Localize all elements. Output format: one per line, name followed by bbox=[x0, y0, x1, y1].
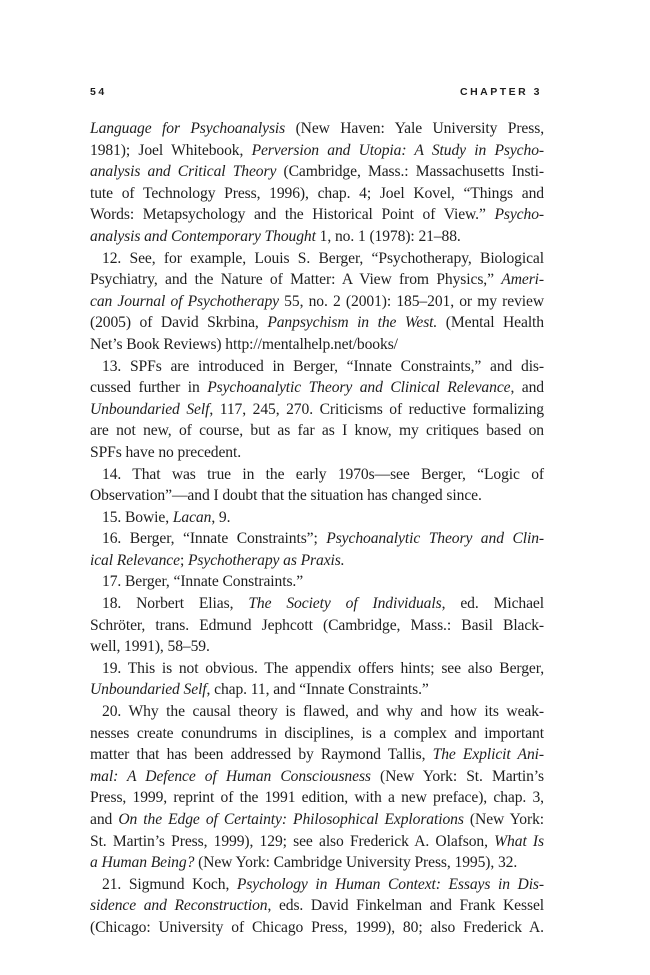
text-run: (New York: St. Martin’s bbox=[370, 767, 544, 785]
italic-text: sidence and Reconstruction bbox=[90, 897, 268, 915]
italic-text: Psychology in Human Context: Essays in Dis- bbox=[236, 875, 544, 893]
text-line bbox=[90, 723, 544, 745]
text-line bbox=[90, 615, 544, 637]
text-run: (New York: bbox=[463, 811, 545, 828]
text-line bbox=[90, 852, 544, 874]
text-run: Schröter, trans. Edmund Jephcott (Cambridge, Mass.: Basil Black- bbox=[90, 616, 544, 634]
text-line bbox=[90, 161, 544, 183]
text-run: well, 1991), 58–59. bbox=[90, 638, 210, 656]
text-run: matter that has been addressed by Raymond Tallis, bbox=[90, 746, 433, 764]
text-run: 13. SPFs are introduced in Berger, “Innate Constraints,” and dis- bbox=[102, 357, 544, 375]
text-line bbox=[90, 204, 544, 226]
text-line bbox=[90, 334, 544, 356]
text-run: SPFs have no precedent. bbox=[90, 443, 242, 461]
text-run: are not new, of course, but as far as I know, my critiques based on bbox=[90, 422, 544, 440]
italic-text: Unboundaried Self bbox=[90, 681, 207, 699]
text-line bbox=[90, 636, 544, 658]
text-line bbox=[90, 571, 544, 593]
text-run: 17. Berger, “Innate Constraints.” bbox=[102, 573, 304, 591]
text-run: and bbox=[90, 811, 119, 828]
italic-text: Ameri- bbox=[501, 271, 544, 289]
text-run: Press, 1999, reprint of the 1991 edition, with a new preface), chap. 3, bbox=[90, 789, 544, 807]
italic-text: analysis and Contemporary Thought bbox=[90, 227, 316, 245]
text-run: (New York: Cambridge University Press, 1995), 32. bbox=[194, 854, 518, 872]
text-run: 21. Sigmund Koch, bbox=[102, 875, 237, 893]
italic-text: Psychoanalytic Theory and Clinical Relevance bbox=[207, 379, 511, 397]
running-head bbox=[90, 86, 542, 102]
text-run: , 9. bbox=[211, 508, 231, 526]
text-line bbox=[90, 248, 544, 270]
text-run: , chap. 11, and “Innate Constraints.” bbox=[206, 681, 429, 699]
text-line bbox=[90, 593, 544, 615]
text-run: , eds. David Finkelman and Frank Kessel bbox=[267, 897, 544, 915]
italic-text: Perversion and Utopia: A Study in Psycho- bbox=[251, 141, 544, 159]
text-run: nesses create conundrums in disciplines, is a complex and important bbox=[90, 724, 544, 742]
text-line bbox=[90, 658, 544, 680]
text-line bbox=[90, 787, 544, 809]
text-run: St. Martin’s Press, 1999), 129; see also Frederick A. Olafson, bbox=[90, 832, 495, 850]
text-line bbox=[90, 895, 544, 917]
endnotes-text bbox=[90, 118, 544, 939]
text-run: Words: Metapsychology and the Historical Point of View.” bbox=[90, 206, 495, 224]
italic-text: On the Edge of Certainty: Philosophical Explorations bbox=[118, 811, 464, 828]
italic-text: Language for Psychoanalysis bbox=[90, 120, 286, 137]
text-run: 12. See, for example, Louis S. Berger, “Psychotherapy, Biological bbox=[102, 249, 544, 267]
text-line bbox=[90, 377, 544, 399]
text-run: (Mental Health bbox=[437, 314, 544, 332]
text-line bbox=[90, 744, 544, 766]
text-line bbox=[90, 485, 544, 507]
text-line bbox=[90, 874, 544, 896]
text-line bbox=[90, 356, 544, 378]
italic-text: ical Relevance bbox=[90, 551, 180, 569]
italic-text: Psychotherapy as Praxis. bbox=[187, 551, 345, 569]
text-line bbox=[90, 507, 544, 529]
text-line bbox=[90, 831, 544, 853]
text-line bbox=[90, 420, 544, 442]
italic-text: What Is bbox=[494, 832, 544, 850]
text-line bbox=[90, 679, 544, 701]
text-line bbox=[90, 766, 544, 788]
italic-text: mal: A Defence of Human Consciousness bbox=[90, 767, 371, 785]
text-run: tute of Technology Press, 1996), chap. 4; Joel Kovel, “Things and bbox=[90, 184, 544, 202]
italic-text: Psycho- bbox=[494, 206, 544, 224]
italic-text: Unboundaried Self bbox=[90, 400, 210, 418]
text-run: 55, no. 2 (2001): 185–201, or my review bbox=[278, 292, 544, 310]
text-line bbox=[90, 464, 544, 486]
text-line bbox=[90, 269, 544, 291]
text-run: cussed further in bbox=[90, 379, 208, 397]
text-run: (Chicago: University of Chicago Press, 1999), 80; also Frederick A. bbox=[90, 918, 544, 936]
text-line bbox=[90, 312, 544, 334]
page-number: 54 bbox=[90, 86, 107, 98]
chapter-title: CHAPTER 3 bbox=[459, 86, 542, 98]
text-line bbox=[90, 118, 544, 140]
text-line bbox=[90, 809, 544, 831]
text-run: Psychiatry, and the Nature of Matter: A View from Physics,” bbox=[90, 271, 502, 289]
text-line bbox=[90, 701, 544, 723]
text-run: 19. This is not obvious. The appendix offers hints; see also Berger, bbox=[102, 659, 544, 677]
text-line bbox=[90, 528, 544, 550]
text-run: 20. Why the causal theory is flawed, and why and how its weak- bbox=[102, 703, 544, 721]
text-run: , and bbox=[510, 379, 545, 397]
text-run: (New Haven: Yale University Press, bbox=[285, 120, 544, 137]
text-run: ; bbox=[179, 551, 188, 569]
italic-text: The Explicit Ani- bbox=[432, 746, 544, 764]
text-run: , 117, 245, 270. Criticisms of reductive formalizing bbox=[209, 400, 545, 418]
italic-text: can Journal of Psychotherapy bbox=[90, 292, 279, 310]
text-line bbox=[90, 140, 544, 162]
text-line bbox=[90, 550, 544, 572]
text-run: 15. Bowie, bbox=[102, 508, 173, 526]
text-run: 16. Berger, “Innate Constraints”; bbox=[102, 530, 327, 548]
italic-text: Psychoanalytic Theory and Clin- bbox=[326, 530, 545, 548]
italic-text: analysis and Critical Theory bbox=[90, 163, 277, 181]
text-line bbox=[90, 291, 544, 313]
text-run: , ed. Michael bbox=[441, 595, 544, 613]
text-run: 14. That was true in the early 1970s—see Berger, “Logic of bbox=[102, 465, 544, 483]
italic-text: Lacan bbox=[172, 508, 212, 526]
text-run: 1981); Joel Whitebook, bbox=[90, 141, 252, 159]
text-line bbox=[90, 226, 544, 248]
text-line bbox=[90, 183, 544, 205]
text-run: (Cambridge, Mass.: Massachusetts Insti- bbox=[276, 163, 544, 181]
text-run: Net’s Book Reviews) http://mentalhelp.net/books/ bbox=[90, 335, 398, 353]
text-run: 18. Norbert Elias, bbox=[102, 595, 249, 613]
text-line bbox=[90, 917, 544, 939]
text-run: 1, no. 1 (1978): 21–88. bbox=[315, 227, 461, 245]
italic-text: a Human Being? bbox=[90, 854, 195, 872]
italic-text: The Society of Individuals bbox=[248, 595, 442, 613]
text-line bbox=[90, 442, 544, 464]
italic-text: Panpsychism in the West. bbox=[267, 314, 438, 332]
text-line bbox=[90, 399, 544, 421]
text-run: (2005) of David Skrbina, bbox=[90, 314, 268, 332]
text-run: Observation”—and I doubt that the situation has changed since. bbox=[90, 487, 482, 505]
